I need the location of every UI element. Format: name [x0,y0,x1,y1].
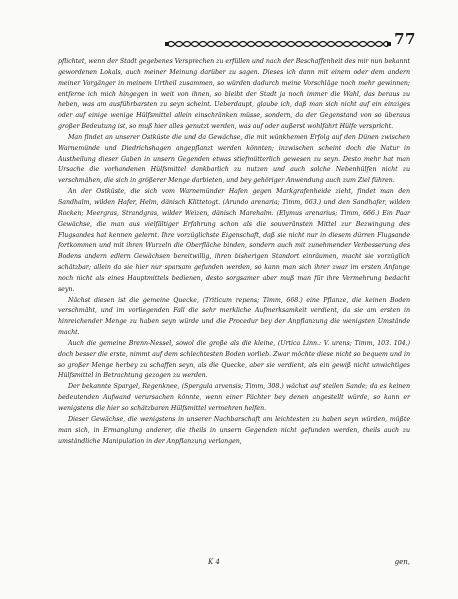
paragraph-2: Man findet an unserer Ostküste die und da Gewächse, die mit wünkhemen Erfolg auf den Dünen zwischen Warnemünde und Diedrichshagen angepflanzt werden könnten; inzwischen scheint doch die Natur in Austheilung dieser Gaben in unsern Gegenden etwas stiefmütterlich gewesen zu seyn. Desto mehr hat man Ursache die vorhandenen Hülfsmittel dankbarlich zu nutzen und auch solche Nebenhülfen nicht zu verschmähen, die sich in größerer Menge darbieten, und bey gehöriger Anwendung auch zum Ziel führen. [58,133,410,185]
paragraph-1: pflichtet, wenn der Stadt gegebenes Versprechen zu erfüllen und nach der Beschaffenheit des mir nun bekannt gewordenen Lokals, auch meiner Meinung darüber zu sagen. Dieses ich dann mit einem oder dem andern meiner Vorgänger in meinem Urtheil zusammen, so würden dadurch meine Vorschläge noch mehr gewinnen; entferne ich mich hingegen in weit von ihnen, so bleibt der Stadt ja noch immer die Wahl, das beraus zu heben, was am ausführbarsten zu seyn scheint. Ueberdaupt, glaube ich, daß man sich nicht auf ein einziges oder auf einige wenige Hülfsmittel allein einschränken müsse, sondern, da der Gegenstand von so überaus großer Bedeutung ist, so muß hier alles genutzt werden, was auf oder außerst wohlfahrt Hülfe verspricht. [58,58,410,131]
paragraph-7: Dieser Gewächse, die wenigstens in unserer Nachbarschaft am leichtesten zu haben seyn würden, müßte man sich, in Ermanglung anderer, die theils in unsern Gegenden nicht gefunden werden, theils auch zu umständliche Manipulation in der Anpflanzung verlangen, [58,415,410,445]
paragraph-5: Auch die gemeine Brenn-Nessel, sowol die große als die kleine, (Urtica Linn.: V. urens; Timm, 103. 104.) doch besser die erste, nimmt auf dem schlechtesten Boden vorlieb. Zwar möchte diese nicht so bequem und in so großer Menge herbey zu schaffen seyn, als die Quecke, aber sie verdient, als ein gewiß nicht unwichtiges Hülfsmittel in Betrachtung gezogen zu werden. [58,339,410,380]
ornamental-border [165,38,391,50]
paragraph-3: An der Ostküste, die sich vom Warnemünder Hafen gegen Markgrafenheide zieht, findet man den Sandhalm, wilden Hafer, Helm, dänisch Klittetogt. (Arundo arenaria; Timm, 663.) und den Sandhafer, wilden Rocken; Meergras, Strandgras, wilder Weizen, dänisch Marehalm. (Elymus arenarius; Timm, 666.) Ein Paar Gewächse, die man aus vielfältiger Erfahrung schon als die souveränsten Mittel zur Bezwingung des Flugsandes hat kennen gelernt. Ihre vorzüglichste Eigenschaft, daß sie nicht nur in diesem dürren Flugsande fortkommen und mit ihren Wurzeln die Oberfläche binden, sondern auch mit zunehmender Verbesserung des Bodens andern edlern Gewächsen bereitwillig, ihren bisherigen Standort einräumen, macht sie vorzüglich schätzbar; allein da sie hier nur sparsam gefunden werden, so kann man sich ihrer zwar im ersten Anfange noch nicht als eines Hauptmittels bedienen, desto sorgsamer aber muß man für ihre Vermehrung bedacht seyn. [58,188,410,293]
page-number: 77 [394,30,416,48]
signature-mark: K 4 [208,558,220,566]
paragraph-4: Nächst diesen ist die gemeine Quecke, (Triticum repens; Timm, 668.) eine Pflanze, die keinen Boden verschmäht, und im vorliegenden Fall die sehr merkliche Aufmerksamkeit verdient, da sie am ersten in hinreichender Menge zu haben seyn würde und die Procedur bey der Anpflanzung die wenigsten Umstände macht. [58,296,410,337]
paragraph-6: Der bekannte Spargel, Regenknee, (Spergula arvensis; Timm, 308.) wächst auf steilen Sande; da es keinen bedeutenden Aufwand verursachen könnte, wenn einer Pächter bey denen angestellt würde, so kann er wenigstens die hier so schätzbaren Hülfsmittel vermehren helfen. [58,383,410,412]
catchword: gen, [394,558,410,566]
body-text [58,57,410,447]
